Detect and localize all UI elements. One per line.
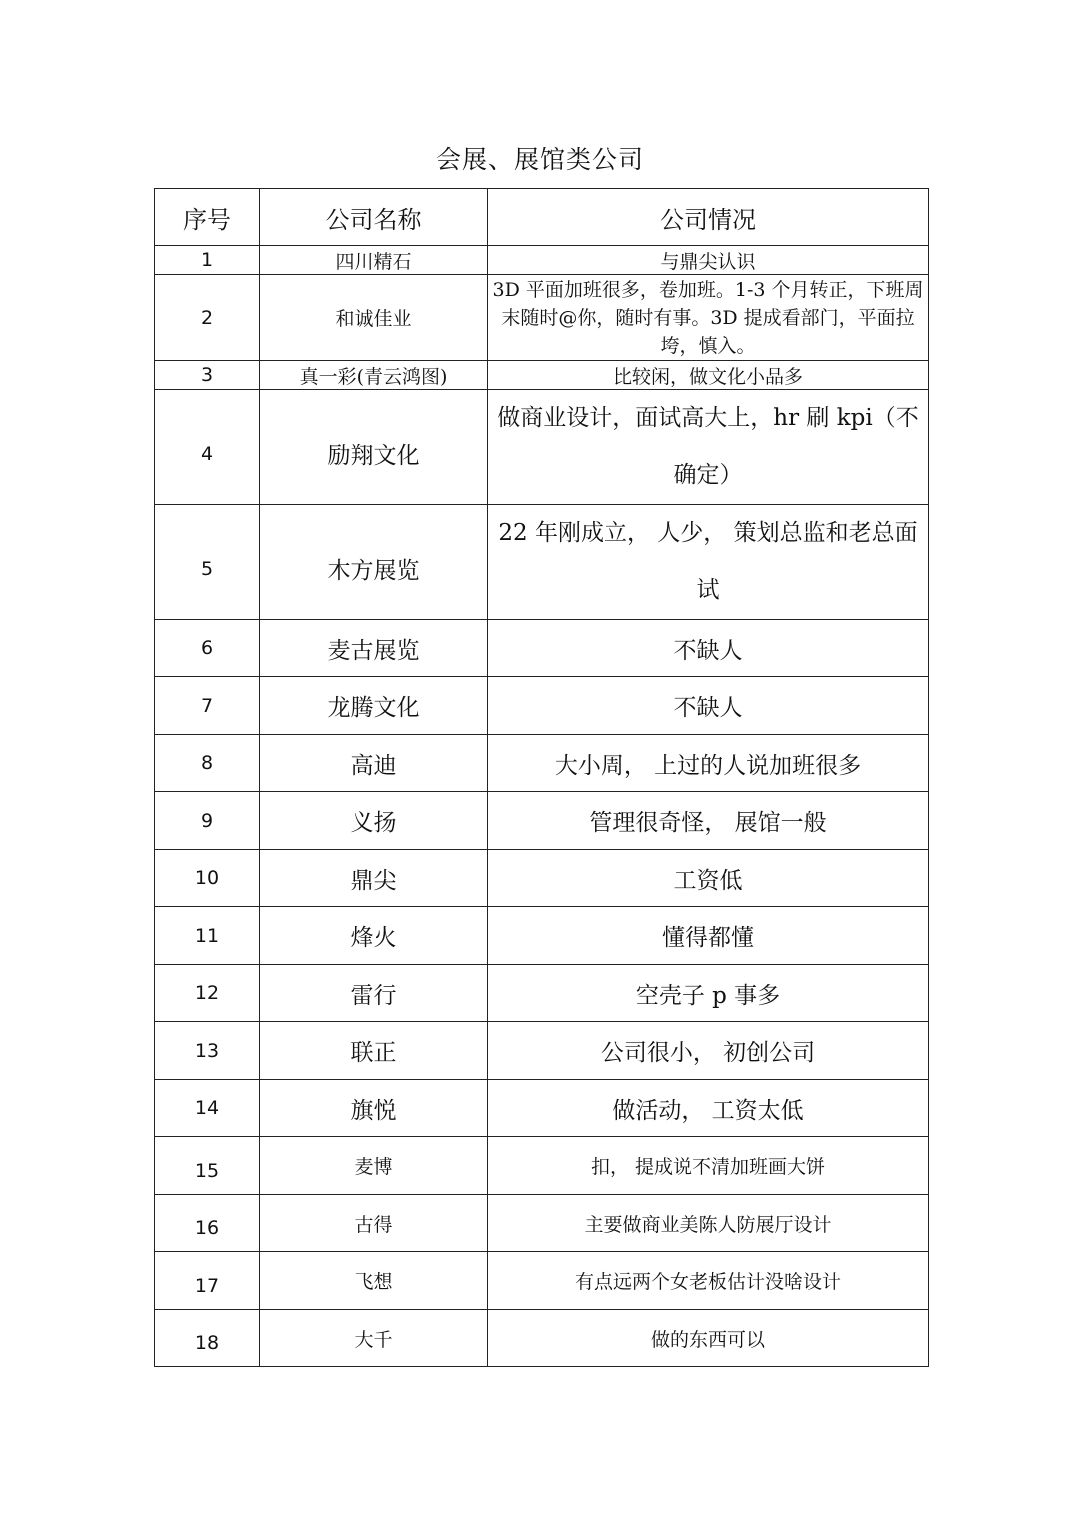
- table-row: [155, 275, 929, 361]
- header-company-name: 公司名称: [260, 189, 488, 246]
- company-info: 不缺人: [488, 620, 929, 677]
- company-info: 公司很小， 初创公司: [488, 1022, 929, 1080]
- table-row: [155, 390, 929, 505]
- company-name: 古得: [260, 1195, 488, 1252]
- company-name: 麦博: [260, 1137, 488, 1195]
- table-row: [155, 792, 929, 850]
- row-number: 4: [155, 390, 260, 505]
- table-row: [155, 505, 929, 620]
- row-number: 1: [155, 246, 260, 275]
- row-number: 10: [155, 850, 260, 907]
- company-info: 比较闲，做文化小品多: [488, 361, 929, 390]
- row-number: 7: [155, 677, 260, 735]
- table-row: [155, 246, 929, 275]
- row-number: 3: [155, 361, 260, 390]
- header-index: 序号: [155, 189, 260, 246]
- company-name: 雷行: [260, 965, 488, 1022]
- company-table: [154, 188, 929, 1367]
- table-row: [155, 965, 929, 1022]
- company-info: 与鼎尖认识: [488, 246, 929, 275]
- company-info: 扣， 提成说不清加班画大饼: [488, 1137, 929, 1195]
- company-info: 有点远两个女老板估计没啥设计: [488, 1252, 929, 1310]
- company-info: 22 年刚成立， 人少， 策划总监和老总面试: [488, 505, 929, 620]
- table-row: [155, 1195, 929, 1252]
- company-name: 四川精石: [260, 246, 488, 275]
- row-number: 16: [155, 1195, 260, 1252]
- row-number: 14: [155, 1080, 260, 1137]
- row-number: 5: [155, 505, 260, 620]
- page-title: 会展、展馆类公司: [435, 145, 644, 174]
- table-row: [155, 677, 929, 735]
- company-info: 做商业设计，面试高大上，hr 刷 kpi（不确定）: [488, 390, 929, 505]
- row-number: 11: [155, 907, 260, 965]
- company-name: 联正: [260, 1022, 488, 1080]
- table-row: [155, 620, 929, 677]
- table-row: [155, 1022, 929, 1080]
- table-row: [155, 1137, 929, 1195]
- company-info: 做活动， 工资太低: [488, 1080, 929, 1137]
- company-info: 管理很奇怪， 展馆一般: [488, 792, 929, 850]
- table-row: [155, 907, 929, 965]
- company-name: 义扬: [260, 792, 488, 850]
- table-row: [155, 361, 929, 390]
- table-row: [155, 735, 929, 792]
- table-row: [155, 1252, 929, 1310]
- company-name: 飞想: [260, 1252, 488, 1310]
- company-name: 大千: [260, 1310, 488, 1367]
- row-number: 18: [155, 1310, 260, 1367]
- table-header-row: [155, 189, 929, 246]
- row-number: 13: [155, 1022, 260, 1080]
- company-info: 空壳子 p 事多: [488, 965, 929, 1022]
- row-number: 8: [155, 735, 260, 792]
- company-name: 和诚佳业: [260, 275, 488, 361]
- table-row: [155, 1310, 929, 1367]
- company-info: 主要做商业美陈人防展厅设计: [488, 1195, 929, 1252]
- header-company-info: 公司情况: [488, 189, 929, 246]
- company-info: 不缺人: [488, 677, 929, 735]
- company-name: 高迪: [260, 735, 488, 792]
- row-number: 12: [155, 965, 260, 1022]
- company-name: 鼎尖: [260, 850, 488, 907]
- company-name: 旗悦: [260, 1080, 488, 1137]
- table-row: [155, 850, 929, 907]
- company-info: 工资低: [488, 850, 929, 907]
- company-name: 真一彩(青云鸿图): [260, 361, 488, 390]
- table-row: [155, 1080, 929, 1137]
- row-number: 9: [155, 792, 260, 850]
- row-number: 17: [155, 1252, 260, 1310]
- company-info: 大小周， 上过的人说加班很多: [488, 735, 929, 792]
- company-name: 励翔文化: [260, 390, 488, 505]
- company-info: 做的东西可以: [488, 1310, 929, 1367]
- row-number: 15: [155, 1137, 260, 1195]
- company-name: 木方展览: [260, 505, 488, 620]
- company-name: 麦古展览: [260, 620, 488, 677]
- row-number: 2: [155, 275, 260, 361]
- company-info: 3D 平面加班很多，卷加班。1-3 个月转正，下班周末随时@你，随时有事。3D 提成看部门，平面拉垮，慎入。: [488, 275, 929, 361]
- company-info: 懂得都懂: [488, 907, 929, 965]
- company-name: 龙腾文化: [260, 677, 488, 735]
- row-number: 6: [155, 620, 260, 677]
- company-name: 烽火: [260, 907, 488, 965]
